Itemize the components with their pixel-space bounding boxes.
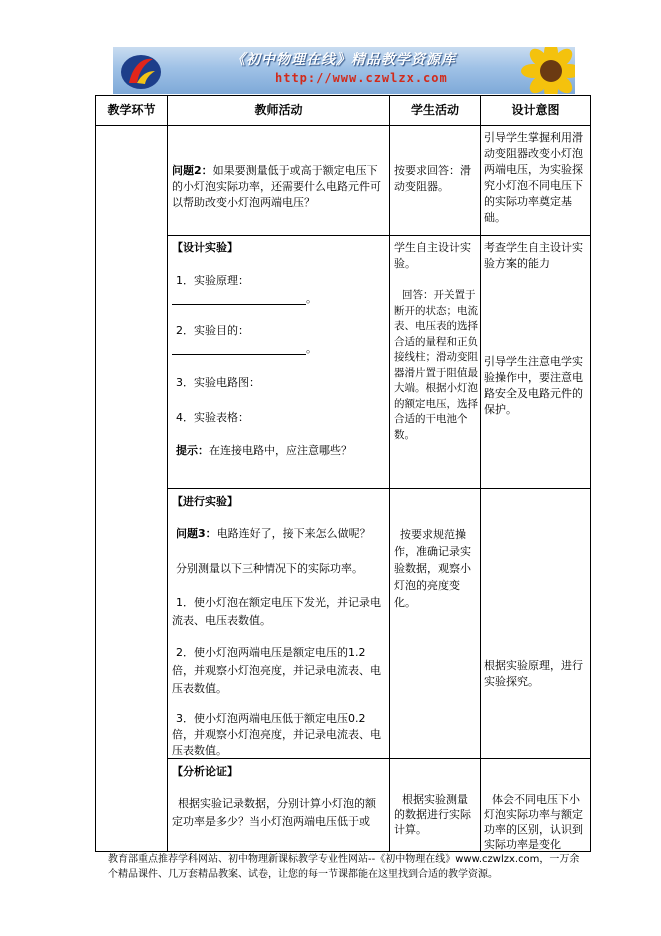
table-border-top	[95, 95, 591, 96]
row1-bottom	[167, 235, 591, 236]
page-footer	[108, 852, 588, 882]
header-design-intent: 设计意图	[511, 103, 560, 117]
table-col-divider-3	[480, 95, 481, 852]
row2-student-b: 回答：开关置于断开的状态；电流表、电压表的选择合适的量程和正负接线柱；滑动变阻器滑片置于阻值最大端。根据小灯泡的额定电压，选择合适的干电池个数。	[394, 289, 478, 441]
header-teacher-activity: 教师活动	[254, 103, 303, 117]
table-border-right	[590, 95, 591, 852]
table-col-divider-2	[389, 95, 390, 852]
principle-blank-line	[172, 304, 306, 305]
analysis-heading: 【分析论证】	[172, 765, 238, 778]
hint-text	[176, 443, 386, 459]
design-experiment-heading: 【设计实验】	[172, 241, 238, 254]
footer-line-2: 个精品课件、几万套精品教案、试卷，让您的每一节课都能在这里找到合适的教学资源。	[108, 869, 498, 880]
question-3-label: 问题3：	[176, 527, 217, 540]
row1-teacher-text	[172, 163, 386, 211]
table-col-divider-1	[167, 95, 168, 852]
question-2-label: 问题2：	[172, 164, 213, 177]
header-student-activity: 学生活动	[410, 103, 459, 117]
row1-intent-text: 引导学生掌握利用滑动变阻器改变小灯泡两端电压，为实验探究小灯泡不同电压下的实际功率奠定基础。	[484, 131, 583, 224]
circuit-diagram-label: 3．实验电路图：	[176, 376, 260, 389]
conduct-experiment-heading: 【进行实验】	[172, 495, 238, 508]
purpose-blank-line	[172, 354, 306, 355]
measure-intro: 分别测量以下三种情况下的实际功率。	[176, 562, 363, 575]
banner-title: 《初中物理在线》精品教学资源库	[231, 52, 456, 68]
principle-label: 1．实验原理：	[176, 274, 249, 287]
row3-intent-text: 根据实验原理，进行实验探究。	[484, 659, 583, 688]
footer-line-1: 教育部重点推荐学科网站、初中物理新课标教学专业性网站--《初中物理在线》www.czwlzx.com，一万余	[108, 854, 580, 865]
header-row-bottom	[95, 125, 591, 126]
hint-label: 提示：	[176, 444, 209, 457]
table-border-left	[95, 95, 96, 852]
step-2: 2．使小灯泡两端电压是额定电压的1.2倍，并观察小灯泡亮度，并记录电流表、电压表数值。	[172, 646, 381, 695]
row2-bottom	[167, 488, 591, 489]
header-banner	[113, 47, 575, 94]
row3-student-text: 按要求规范操作，准确记录实验数据，观察小灯泡的亮度变化。	[394, 528, 471, 609]
row2-student-a: 学生自主设计实验。	[394, 241, 471, 270]
banner-url[interactable]: http://www.czwlzx.com	[275, 71, 448, 85]
principle-period: 。	[306, 292, 317, 305]
purpose-period: 。	[306, 342, 317, 355]
question-2-text: 如果要测量低于或高于额定电压下的小灯泡实际功率，还需要什么电路元件可以帮助改变小灯泡两端电压？	[172, 164, 381, 209]
site-logo	[119, 51, 163, 91]
hint-question: 在连接电路中，应注意哪些？	[209, 444, 352, 457]
header-teaching-stage: 教学环节	[107, 103, 156, 117]
row2-intent-b: 引导学生注意电学实验操作中，要注意电路安全及电路元件的保护。	[484, 355, 583, 416]
step-3: 3．使小灯泡两端电压低于额定电压0.2倍，并观察小灯泡亮度，并记录电流表、电压表数值。	[172, 712, 381, 757]
row1-student-text: 按要求回答：滑动变阻器。	[394, 164, 471, 193]
question-3-body: 电路连好了，接下来怎么做呢？	[216, 527, 371, 540]
row4-teacher-text: 根据实验记录数据，分别计算小灯泡的额定功率是多少？当小灯泡两端电压低于或	[172, 797, 376, 828]
sunflower-icon	[511, 47, 575, 94]
row2-intent-a: 考查学生自主设计实验方案的能力	[484, 241, 583, 270]
purpose-label: 2．实验目的：	[176, 324, 249, 337]
data-table-label: 4．实验表格：	[176, 411, 249, 424]
step-1: 1．使小灯泡在额定电压下发光，并记录电流表、电压表数值。	[172, 596, 381, 627]
row4-intent-text: 体会不同电压下小灯泡实际功率与额定功率的区别，认识到实际功率是变化	[484, 793, 583, 851]
row4-student-text: 根据实验测量的数据进行实际计算。	[394, 793, 471, 836]
question-3-text	[176, 526, 386, 542]
